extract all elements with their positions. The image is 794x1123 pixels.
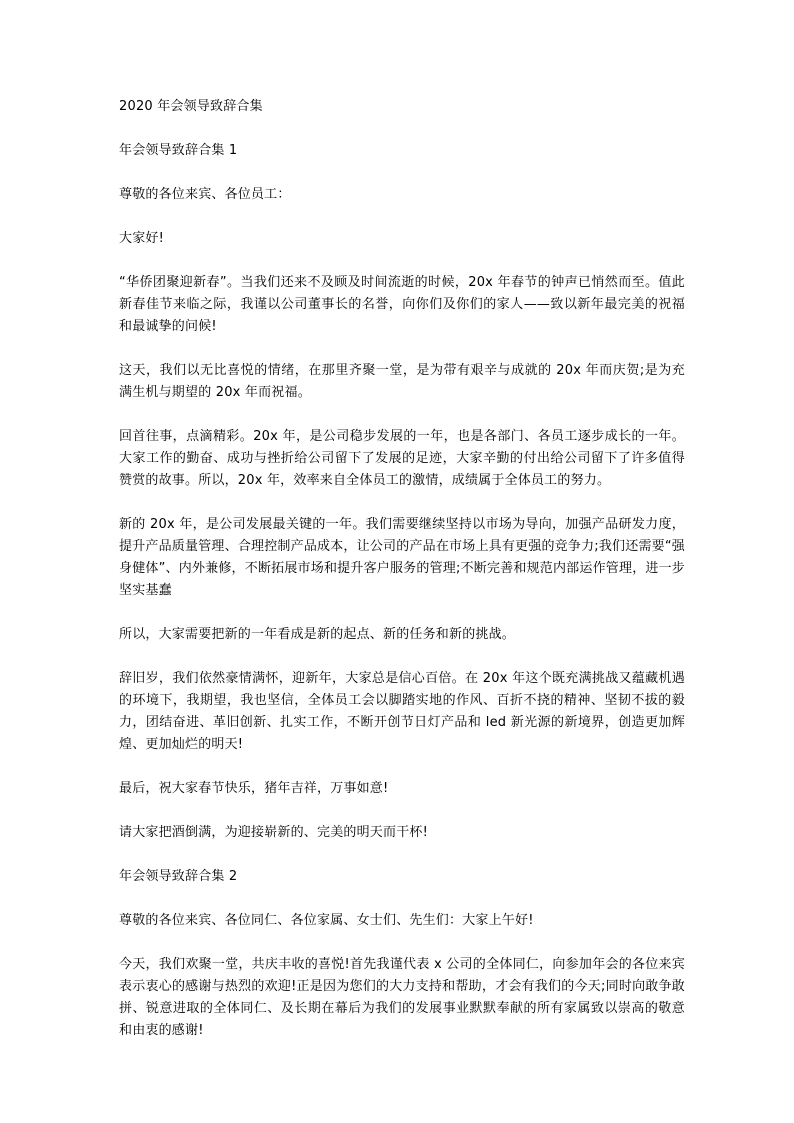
section-2-paragraph-1: 今天，我们欢聚一堂，共庆丰收的喜悦!首先我谨代表 x 公司的全体同仁，向参加年会的各位来宾表示衷心的感谢与热烈的欢迎!正是因为您们的大力支持和帮助，才会有我们的今天;同时向敢争敢拼、锐意进取的全体同仁、及长期在幕后为我们的发展事业默默奉献的所有家属致以崇高的敬意和由衷的感谢! — [119, 957, 685, 1038]
section-1-heading: 年会领导致辞合集 1 — [119, 143, 238, 158]
section-1-paragraph-1: “华侨团聚迎新春”。当我们还来不及顾及时间流逝的时候，20x 年春节的钟声已悄然而至。值此新春佳节来临之际，我谨以公司董事长的名誉，向你们及你们的家人——致以新年最完美的祝福和最诚挚的问候! — [119, 275, 685, 334]
section-2-greeting: 尊敬的各位来宾、各位同仁、各位家属、女士们、先生们：大家上午好! — [119, 913, 534, 928]
document-title: 2020 年会领导致辞合集 — [119, 99, 263, 114]
section-1-hello: 大家好! — [119, 231, 165, 246]
section-1-paragraph-8: 请大家把酒倒满，为迎接崭新的、完美的明天而干杯! — [119, 825, 429, 840]
section-1-paragraph-5: 所以，大家需要把新的一年看成是新的起点、新的任务和新的挑战。 — [119, 627, 516, 642]
section-1-paragraph-7: 最后，祝大家春节快乐，猪年吉祥，万事如意! — [119, 781, 389, 796]
section-1-paragraph-6: 辞旧岁，我们依然豪情满怀，迎新年，大家总是信心百倍。在 20x 年这个既充满挑战又蕴藏机遇的环境下，我期望，我也坚信，全体员工会以脚踏实地的作风、百折不挠的精神、坚韧不拔的毅力，团结奋进、革旧创新、扎实工作，不断开创节日灯产品和 led 新光源的新境界，创造更加辉煌、更加灿烂的明天! — [119, 671, 685, 752]
section-1-greeting: 尊敬的各位来宾、各位员工： — [119, 187, 291, 202]
section-1-paragraph-2: 这天，我们以无比喜悦的情绪，在那里齐聚一堂，是为带有艰辛与成就的 20x 年而庆贺;是为充满生机与期望的 20x 年而祝福。 — [119, 363, 685, 400]
section-1-paragraph-3: 回首往事，点滴精彩。20x 年，是公司稳步发展的一年，也是各部门、各员工逐步成长的一年。大家工作的勤奋、成功与挫折给公司留下了发展的足迹，大家辛勤的付出给公司留下了许多值得赞赏的故事。所以，20x 年，效率来自全体员工的激情，成绩属于全体员工的努力。 — [119, 429, 685, 488]
document-body — [119, 96, 685, 1064]
section-1-paragraph-4: 新的 20x 年，是公司发展最关键的一年。我们需要继续坚持以市场为导向，加强产品研发力度，提升产品质量管理、合理控制产品成本，让公司的产品在市场上具有更强的竞争力;我们还需要“强身健体”、内外兼修，不断拓展市场和提升客户服务的管理;不断完善和规范内部运作管理，进一步坚实基蠢 — [119, 517, 685, 598]
section-2-heading: 年会领导致辞合集 2 — [119, 869, 238, 884]
